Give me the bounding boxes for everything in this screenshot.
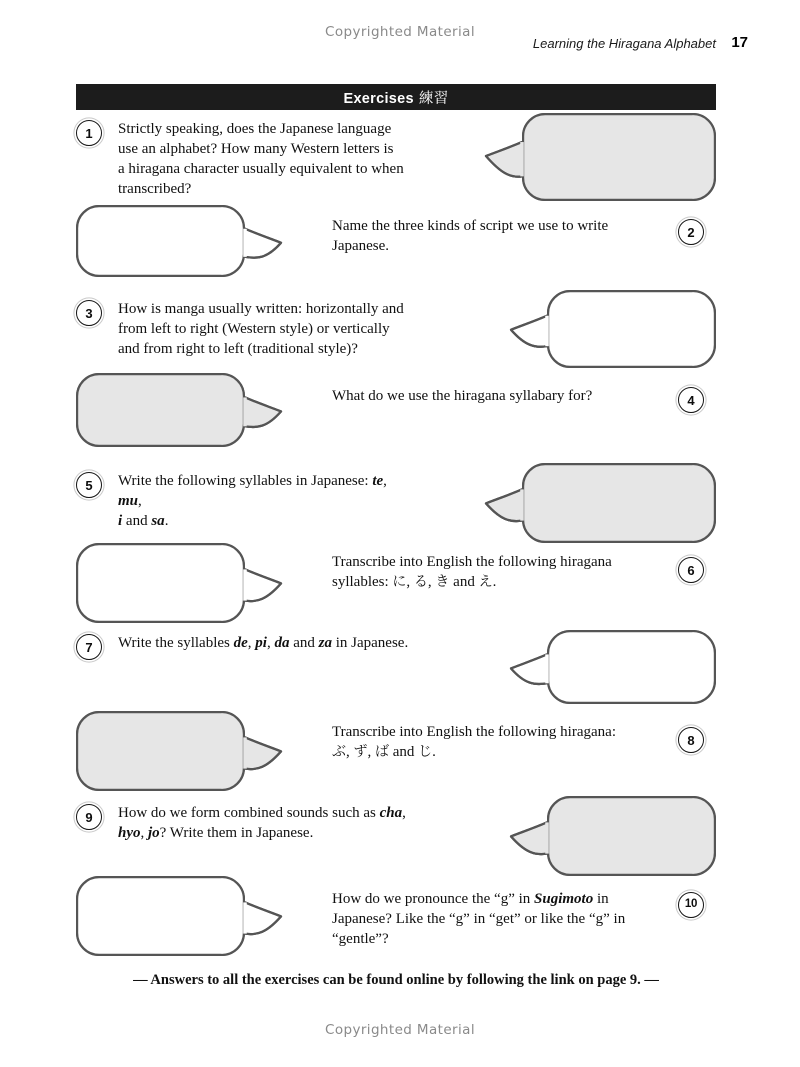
exercise-question-text: Write the following syllables in Japanese: te, mu, i and sa. xyxy=(118,473,387,529)
exercises-banner xyxy=(76,84,716,110)
answers-note: — Answers to all the exercises can be found online by following the link on page 9. — xyxy=(133,972,659,988)
exercise-question-text: Transcribe into English the following hiragana: ぶ, ず, ば and じ. xyxy=(332,724,616,760)
banner-title-jp: 練習 xyxy=(418,90,449,107)
exercise-question-text: What do we use the hiragana syllabary for? xyxy=(332,388,593,404)
answer-bubble-6[interactable] xyxy=(76,543,283,623)
answer-bubble-8[interactable] xyxy=(76,711,283,791)
watermark-top: Copyrighted Material xyxy=(325,24,475,40)
answer-bubble-2[interactable] xyxy=(76,205,283,277)
exercise-number-8: 8 xyxy=(678,727,704,753)
answer-bubble-4[interactable] xyxy=(76,373,283,447)
exercise-number-5: 5 xyxy=(76,472,102,498)
answer-bubble-1[interactable] xyxy=(484,113,716,201)
answer-bubble-3[interactable] xyxy=(509,290,716,368)
exercise-question-text: How do we form combined sounds such as cha, hyo, jo? Write them in Japanese. xyxy=(118,805,406,841)
exercise-question-text: Strictly speaking, does the Japanese language use an alphabet? How many Western letters is a hiragana character usually equivalent to when transcribed? xyxy=(118,121,404,197)
exercise-question-text: How do we pronounce the “g” in Sugimoto in Japanese? Like the “g” in “get” or like the “g” in “gentle”? xyxy=(332,891,626,947)
exercise-question-text: Name the three kinds of script we use to write Japanese. xyxy=(332,218,609,254)
page-header xyxy=(0,24,800,52)
exercise-number-3: 3 xyxy=(76,300,102,326)
exercise-number-9: 9 xyxy=(76,804,102,830)
exercises-banner-label xyxy=(343,87,448,108)
exercise-number-6: 6 xyxy=(678,557,704,583)
banner-title-en: Exercises xyxy=(343,90,414,107)
exercise-number-1: 1 xyxy=(76,120,102,146)
answer-bubble-9[interactable] xyxy=(509,796,716,876)
running-head: Learning the Hiragana Alphabet xyxy=(532,36,716,51)
watermark-bottom: Copyrighted Material xyxy=(325,1022,475,1038)
answer-bubble-7[interactable] xyxy=(509,630,716,704)
exercise-number-7: 7 xyxy=(76,634,102,660)
exercise-question-text: Write the syllables de, pi, da and za in Japanese. xyxy=(118,635,409,651)
answer-bubble-5[interactable] xyxy=(484,463,716,543)
exercise-number-10: 10 xyxy=(678,892,704,918)
answer-bubble-10[interactable] xyxy=(76,876,283,956)
page-number: 17 xyxy=(731,34,748,51)
exercise-number-4: 4 xyxy=(678,387,704,413)
exercise-question-text: How is manga usually written: horizontally and from left to right (Western style) or vertically and from right to left (traditional style)? xyxy=(118,301,404,357)
exercise-number-2: 2 xyxy=(678,219,704,245)
exercise-question-text: Transcribe into English the following hiragana syllables: に, る, き and え. xyxy=(332,554,612,590)
